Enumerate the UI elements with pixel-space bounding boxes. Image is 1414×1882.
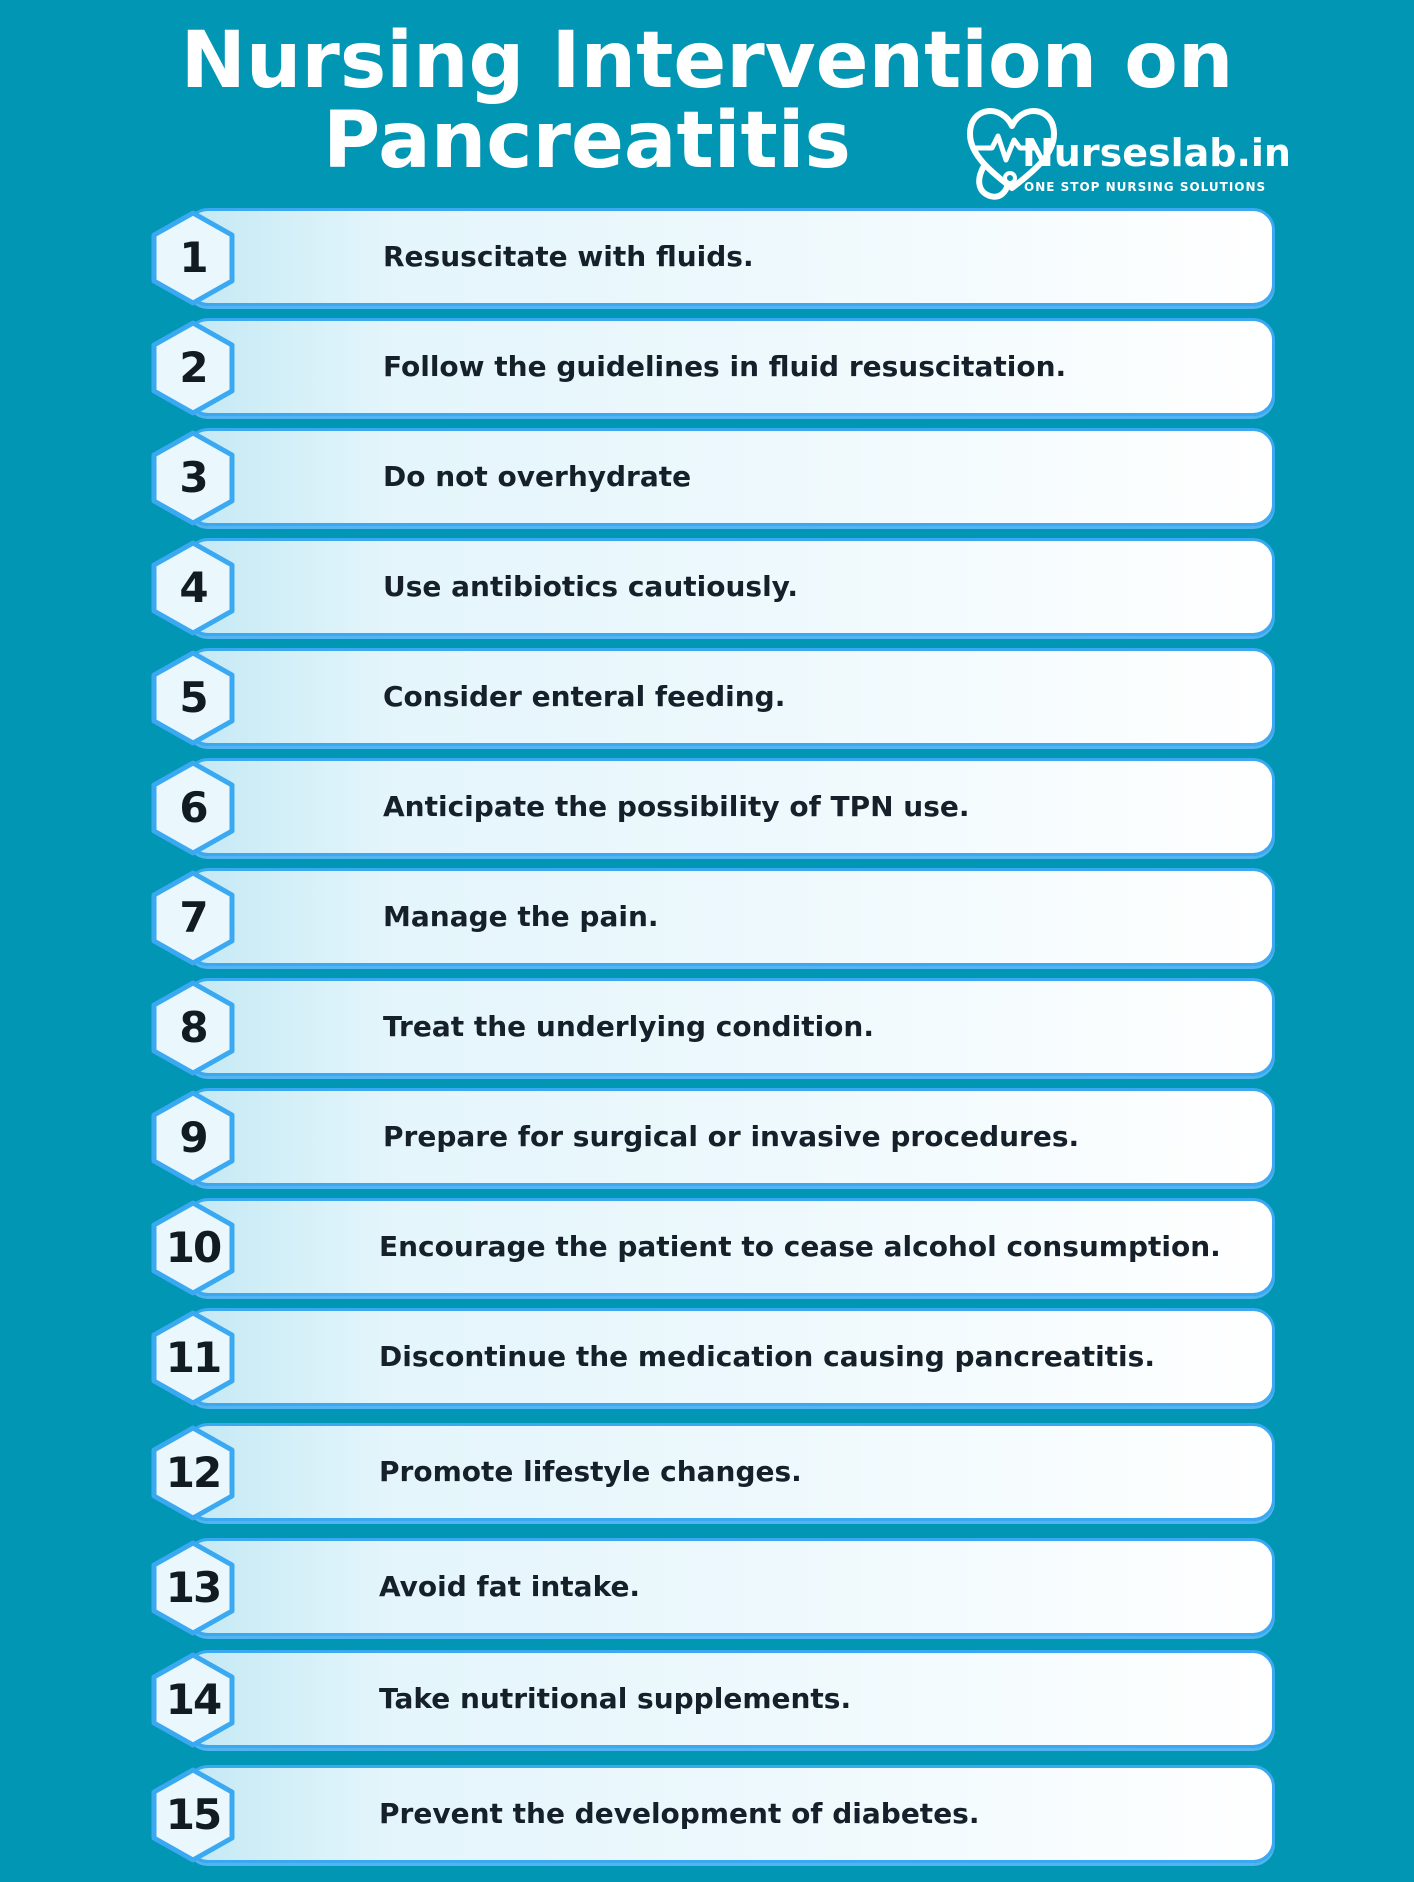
list-item-text: Manage the pain. (383, 900, 659, 933)
list-item-text: Anticipate the possibility of TPN use. (383, 790, 970, 823)
list-item (150, 428, 1273, 526)
list-item-card (186, 1538, 1275, 1636)
item-number: 7 (179, 893, 207, 942)
number-badge (150, 760, 236, 856)
list-item-text: Use antibiotics cautiously. (383, 570, 798, 603)
list-item-text: Follow the guidelines in fluid resuscitation. (383, 350, 1067, 383)
list-item-text: Avoid fat intake. (379, 1570, 641, 1603)
list-item-text: Promote lifestyle changes. (379, 1455, 802, 1488)
list-item-text: Prepare for surgical or invasive procedures. (383, 1120, 1080, 1153)
page-title-line-2: Pancreatitis (323, 96, 851, 186)
list-item (150, 1198, 1273, 1296)
list-item-card (186, 318, 1275, 416)
item-number: 9 (179, 1113, 207, 1162)
number-badge (150, 870, 236, 966)
item-number: 6 (179, 783, 207, 832)
list-item (150, 1765, 1273, 1863)
list-item-card (186, 428, 1275, 526)
list-item-card (186, 1088, 1275, 1186)
item-number: 12 (165, 1448, 221, 1497)
item-number: 3 (179, 453, 207, 502)
list-item-text: Consider enteral feeding. (383, 680, 786, 713)
list-item-card (186, 538, 1275, 636)
number-badge (150, 650, 236, 746)
item-number: 13 (165, 1563, 221, 1612)
list-item-text: Discontinue the medication causing pancreatitis. (379, 1340, 1155, 1373)
logo-name: Nurseslab.in (1022, 131, 1291, 175)
list-item (150, 1650, 1273, 1748)
list-item (150, 1088, 1273, 1186)
item-number: 8 (179, 1003, 207, 1052)
item-number: 4 (179, 563, 207, 612)
item-number: 15 (165, 1790, 221, 1839)
list-item-card (186, 758, 1275, 856)
number-badge (150, 1200, 236, 1296)
list-item-card (186, 1308, 1275, 1406)
list-item-card (186, 978, 1275, 1076)
number-badge (150, 1310, 236, 1406)
list-item (150, 538, 1273, 636)
list-item-card (186, 1423, 1275, 1521)
list-item (150, 1308, 1273, 1406)
number-badge (150, 1652, 236, 1748)
list-item-text: Treat the underlying condition. (383, 1010, 874, 1043)
number-badge (150, 1767, 236, 1863)
list-item (150, 648, 1273, 746)
number-badge (150, 540, 236, 636)
list-item-card (186, 1650, 1275, 1748)
list-item-text: Encourage the patient to cease alcohol consumption. (379, 1230, 1221, 1263)
list-item-text: Prevent the development of diabetes. (379, 1797, 980, 1830)
item-number: 1 (179, 233, 207, 282)
list-item (150, 1423, 1273, 1521)
number-badge (150, 430, 236, 526)
page-title-line-1: Nursing Intervention on (180, 16, 1234, 106)
list-item-text: Take nutritional supplements. (379, 1682, 852, 1715)
number-badge (150, 1540, 236, 1636)
list-item (150, 1538, 1273, 1636)
number-badge (150, 320, 236, 416)
list-item-text: Resuscitate with fluids. (383, 240, 754, 273)
list-item-card (186, 208, 1275, 306)
list-item-card (186, 648, 1275, 746)
item-number: 5 (179, 673, 207, 722)
item-number: 11 (165, 1333, 221, 1382)
item-number: 14 (165, 1675, 221, 1724)
list-item-text: Do not overhydrate (383, 460, 692, 493)
list-item-card (186, 868, 1275, 966)
list-item (150, 978, 1273, 1076)
list-item (150, 208, 1273, 306)
list-item-card (186, 1198, 1275, 1296)
nurseslab-logo[interactable] (962, 96, 1291, 206)
item-number: 10 (165, 1223, 221, 1272)
item-number: 2 (179, 343, 207, 392)
number-badge (150, 1425, 236, 1521)
logo-tagline: ONE STOP NURSING SOLUTIONS (1024, 180, 1267, 194)
number-badge (150, 1090, 236, 1186)
number-badge (150, 980, 236, 1076)
list-item (150, 868, 1273, 966)
number-badge (150, 210, 236, 306)
list-item (150, 758, 1273, 856)
list-item (150, 318, 1273, 416)
list-item-card (186, 1765, 1275, 1863)
